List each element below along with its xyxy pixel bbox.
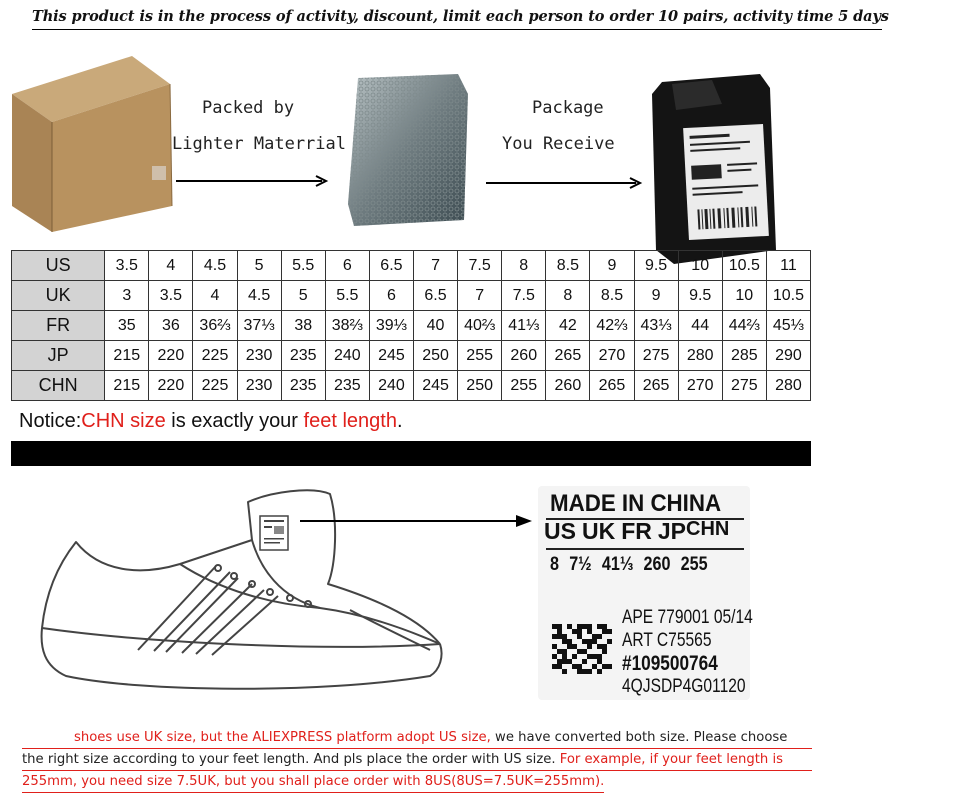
black-shipping-bag-image bbox=[652, 74, 777, 264]
notice-middle: is exactly your bbox=[165, 410, 304, 432]
size-cell: 265 bbox=[546, 341, 590, 371]
size-row-label: UK bbox=[12, 281, 105, 311]
size-cell: 43⅓ bbox=[634, 311, 678, 341]
size-cell: 4.5 bbox=[237, 281, 281, 311]
size-cell: 36⅔ bbox=[193, 311, 237, 341]
label-code-art: ART C75565 bbox=[622, 630, 712, 651]
notice-text bbox=[19, 410, 403, 433]
footnote-red-3: 255mm, you need size 7.5UK, but you shall place order with 8US(8US=7.5UK=255mm). bbox=[22, 774, 605, 789]
size-cell: 4.5 bbox=[193, 251, 237, 281]
size-footnote bbox=[22, 727, 812, 793]
size-row-jp bbox=[12, 341, 811, 371]
size-label bbox=[538, 486, 753, 700]
size-cell: 215 bbox=[105, 371, 149, 401]
size-cell: 265 bbox=[634, 371, 678, 401]
lighter-material-label: Lighter Materrial bbox=[172, 134, 346, 154]
promo-banner bbox=[32, 8, 889, 32]
label-value-jp: 260 bbox=[643, 554, 671, 575]
size-cell: 9.5 bbox=[634, 251, 678, 281]
size-cell: 35 bbox=[105, 311, 149, 341]
size-cell: 235 bbox=[325, 371, 369, 401]
size-cell: 285 bbox=[722, 341, 766, 371]
size-cell: 245 bbox=[369, 341, 413, 371]
you-receive-label: You Receive bbox=[502, 134, 615, 154]
footnote-line-1 bbox=[22, 727, 812, 749]
label-value-uk: 7½ bbox=[569, 554, 592, 575]
footnote-red-2: For example, if your feet length is bbox=[555, 752, 784, 767]
packed-by-label: Packed by bbox=[202, 98, 295, 118]
size-cell: 255 bbox=[502, 371, 546, 401]
promo-banner-text: This product is in the process of activity, discount, limit each person to order 10 pairs, activity time 5 days bbox=[32, 8, 889, 25]
size-cell: 290 bbox=[766, 341, 810, 371]
size-cell: 8 bbox=[502, 251, 546, 281]
size-cell: 5.5 bbox=[325, 281, 369, 311]
size-row-label: FR bbox=[12, 311, 105, 341]
size-cell: 40⅔ bbox=[458, 311, 502, 341]
size-row-uk bbox=[12, 281, 811, 311]
size-row-fr bbox=[12, 311, 811, 341]
size-cell: 11 bbox=[766, 251, 810, 281]
size-cell: 44 bbox=[678, 311, 722, 341]
size-cell: 42⅔ bbox=[590, 311, 634, 341]
divider-bar bbox=[11, 441, 811, 466]
size-cell: 265 bbox=[590, 371, 634, 401]
pointer-arrow-icon bbox=[300, 510, 532, 530]
size-cell: 275 bbox=[722, 371, 766, 401]
size-cell: 220 bbox=[149, 341, 193, 371]
size-row-label: CHN bbox=[12, 371, 105, 401]
size-cell: 38 bbox=[281, 311, 325, 341]
size-cell: 270 bbox=[678, 371, 722, 401]
size-cell: 44⅔ bbox=[722, 311, 766, 341]
size-row-chn bbox=[12, 371, 811, 401]
notice-feet-length: feet length bbox=[303, 410, 397, 432]
size-cell: 245 bbox=[413, 371, 457, 401]
footnote-line-2 bbox=[22, 749, 812, 771]
size-row-us bbox=[12, 251, 811, 281]
size-cell: 225 bbox=[193, 371, 237, 401]
size-cell: 8 bbox=[546, 281, 590, 311]
footnote-red-1: shoes use UK size, but the ALIEXPRESS platform adopt US size, bbox=[74, 730, 491, 745]
size-cell: 40 bbox=[413, 311, 457, 341]
size-cell: 6.5 bbox=[369, 251, 413, 281]
size-cell: 260 bbox=[502, 341, 546, 371]
size-label-photo bbox=[530, 478, 758, 708]
label-code-serial: 4QJSDP4G01120 bbox=[622, 676, 746, 697]
size-cell: 240 bbox=[325, 341, 369, 371]
label-head-chn: CHN bbox=[686, 518, 730, 540]
made-in-text: MADE IN CHINA bbox=[550, 490, 722, 517]
size-cell: 235 bbox=[281, 371, 325, 401]
size-cell: 230 bbox=[237, 371, 281, 401]
size-cell: 275 bbox=[634, 341, 678, 371]
size-cell: 42 bbox=[546, 311, 590, 341]
label-size-heads bbox=[544, 518, 729, 545]
size-cell: 220 bbox=[149, 371, 193, 401]
size-cell: 280 bbox=[678, 341, 722, 371]
size-cell: 9.5 bbox=[678, 281, 722, 311]
label-value-chn: 255 bbox=[680, 554, 708, 575]
banner-underline bbox=[32, 29, 882, 30]
size-cell: 3.5 bbox=[105, 251, 149, 281]
label-code-number: #109500764 bbox=[622, 652, 718, 675]
size-cell: 7.5 bbox=[502, 281, 546, 311]
cardboard-box-image bbox=[12, 56, 177, 232]
size-cell: 7.5 bbox=[458, 251, 502, 281]
label-divider bbox=[546, 548, 744, 550]
label-head-fr: FR bbox=[621, 518, 652, 544]
size-cell: 41⅓ bbox=[502, 311, 546, 341]
bubble-wrap-package-image bbox=[346, 74, 471, 230]
size-cell: 235 bbox=[281, 341, 325, 371]
label-codes bbox=[622, 606, 753, 698]
size-cell: 36 bbox=[149, 311, 193, 341]
packing-section bbox=[0, 50, 966, 250]
size-cell: 9 bbox=[634, 281, 678, 311]
size-cell: 7 bbox=[413, 251, 457, 281]
size-cell: 8.5 bbox=[590, 281, 634, 311]
size-cell: 45⅓ bbox=[766, 311, 810, 341]
size-cell: 260 bbox=[546, 371, 590, 401]
size-cell: 10.5 bbox=[722, 251, 766, 281]
size-cell: 4 bbox=[149, 251, 193, 281]
size-cell: 5 bbox=[281, 281, 325, 311]
size-cell: 5.5 bbox=[281, 251, 325, 281]
label-code-ape: APE 779001 05/14 bbox=[622, 607, 753, 628]
size-cell: 270 bbox=[590, 341, 634, 371]
size-cell: 250 bbox=[458, 371, 502, 401]
size-cell: 9 bbox=[590, 251, 634, 281]
label-value-us: 8 bbox=[550, 554, 559, 575]
size-row-label: US bbox=[12, 251, 105, 281]
size-cell: 230 bbox=[237, 341, 281, 371]
size-cell: 10 bbox=[722, 281, 766, 311]
size-cell: 7 bbox=[458, 281, 502, 311]
size-cell: 3.5 bbox=[149, 281, 193, 311]
size-cell: 37⅓ bbox=[237, 311, 281, 341]
label-head-uk: UK bbox=[581, 518, 616, 544]
notice-chn-size: CHN size bbox=[81, 410, 166, 432]
label-head-us: US bbox=[544, 518, 576, 544]
footnote-line-3 bbox=[22, 771, 604, 793]
size-cell: 255 bbox=[458, 341, 502, 371]
size-cell: 5 bbox=[237, 251, 281, 281]
size-cell: 215 bbox=[105, 341, 149, 371]
label-head-jp: JP bbox=[657, 518, 686, 544]
size-cell: 6 bbox=[369, 281, 413, 311]
size-cell: 38⅔ bbox=[325, 311, 369, 341]
notice-end: . bbox=[396, 410, 403, 432]
size-cell: 6 bbox=[325, 251, 369, 281]
size-cell: 3 bbox=[105, 281, 149, 311]
size-cell: 225 bbox=[193, 341, 237, 371]
arrow-right-icon bbox=[486, 176, 646, 190]
qr-code-icon bbox=[552, 624, 612, 674]
size-row-label: JP bbox=[12, 341, 105, 371]
arrow-right-icon bbox=[176, 174, 332, 188]
size-cell: 10.5 bbox=[766, 281, 810, 311]
size-cell: 39⅓ bbox=[369, 311, 413, 341]
size-cell: 280 bbox=[766, 371, 810, 401]
size-cell: 6.5 bbox=[413, 281, 457, 311]
size-cell: 250 bbox=[413, 341, 457, 371]
size-cell: 8.5 bbox=[546, 251, 590, 281]
notice-prefix: Notice: bbox=[19, 410, 82, 432]
size-cell: 10 bbox=[678, 251, 722, 281]
footnote-black-1: we have converted both size. Please choose bbox=[490, 730, 788, 745]
label-size-values bbox=[550, 554, 708, 576]
size-cell: 4 bbox=[193, 281, 237, 311]
footnote-black-2: the right size according to your feet length. And pls place the order with US size. bbox=[22, 752, 556, 767]
label-value-fr: 41⅓ bbox=[601, 554, 634, 575]
package-label: Package bbox=[532, 98, 604, 118]
size-cell: 240 bbox=[369, 371, 413, 401]
size-chart-table bbox=[11, 250, 811, 401]
